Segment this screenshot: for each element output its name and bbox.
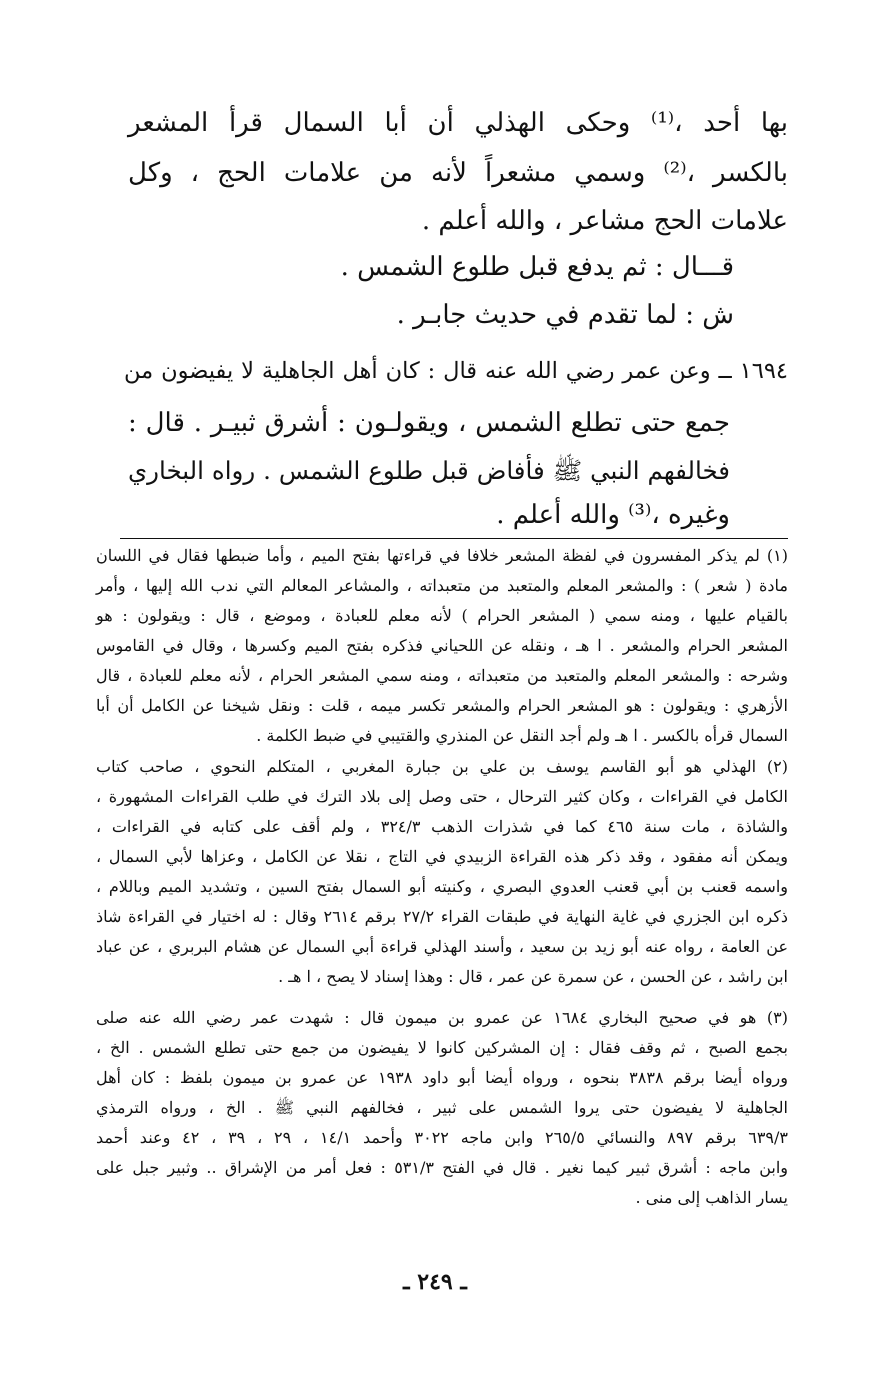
main-line: بالكسر ،⁽²⁾ وسمي مشعراً لأنه من علامات الحج ، وكل — [128, 158, 788, 188]
footnote-line: ابن راشد ، عن الحسن ، عن سمرة عن عمر ، قال : وهذا إسناد لا يصح ، ا هـ . — [278, 967, 788, 986]
footnote-line: بالقيام عليها ، ومنه سمي ( المشعر الحرام ) لأنه معلم للعبادة ، وموضع ، قال : ويقولون : هو — [96, 606, 788, 625]
footnote-line: وابن ماجه : أشرق ثبير كيما نغير . قال في الفتح ٥٣١/٣ : فعل أمر من الإشراق .. وثبير جبل على — [96, 1158, 788, 1177]
footnote-line: عن العامة ، رواه عنه أبو زيد بن سعيد ، وأسند الهذلي قراءة أبي السمال عن هشام البربري ، عن عباد — [96, 937, 788, 956]
footnote-line: ويمكن أنه مفقود ، وقد ذكر هذه القراءة الزبيدي في التاج ، نقلا عن الكامل ، وعزاها لأبي السمال ، — [96, 847, 788, 866]
main-line: ش : لما تقدم في حديث جابـر . — [396, 300, 734, 330]
footnote-line: الكامل في القراءات ، وكان كثير الترحال ، حتى وصل إلى بلاد الترك في طلب القراءات المشهورة ، — [96, 787, 788, 806]
main-line: قـــال : ثم يدفع قبل طلوع الشمس . — [340, 252, 734, 282]
footnote-line: واسمه قعنب بن أبي قعنب العدوي البصري ، وكنيته أبو السمال بفتح السين ، وتشديد الميم وباللام ، — [96, 877, 788, 896]
main-line: وغيره ،⁽³⁾ والله أعلم . — [496, 500, 730, 530]
footnote-line: السمال قرأه بالكسر . ا هـ ولم أجد النقل عن المنذري والقتيبي في ضبط الكلمة . — [256, 726, 788, 745]
main-line: جمع حتى تطلع الشمس ، ويقولـون : أشرق ثبيـر . قال : — [128, 408, 730, 438]
footnote-line: ٦٣٩/٣ برقم ٨٩٧ والنسائي ٢٦٥/٥ وابن ماجه ٣٠٢٢ وأحمد ١٤/١ ، ٢٩ ، ٣٩ ، ٤٢ وعند أحمد — [96, 1128, 788, 1147]
footnote-line: الجاهلية لا يفيضون حتى يروا الشمس على ثبير ، فخالفهم النبي ﷺ . الخ ، ورواه الترمذي — [96, 1098, 788, 1117]
footnote-line: (٣) هو في صحيح البخاري ١٦٨٤ عن عمرو بن ميمون قال : شهدت عمر رضي الله عنه صلى — [96, 1008, 789, 1027]
footnote-line: الأزهري : ويقولون : هو المشعر الحرام والمشعر تكسر ميمه ، قلت : ونقل شيخنا عن الكامل أن أبا — [96, 696, 788, 715]
footnote-line: ذكره ابن الجزري في غاية النهاية في طبقات القراء ٢٧/٢ برقم ٢٦١٤ وقال : له اختيار في القراءة شاذ — [96, 907, 788, 926]
footnote-line: (٢) الهذلي هو أبو القاسم يوسف بن علي بن جبارة المغربي ، المتكلم النحوي ، صاحب كتاب — [96, 757, 788, 776]
main-line: علامات الحج مشاعر ، والله أعلم . — [421, 206, 788, 236]
footnote-line: مادة ( شعر ) : والمشعر المعلم والمتعبد من متعبداته ، والمشاعر المعالم التي ندب الله إليها ، وأمر — [96, 576, 789, 595]
footnote-line: (١) لم يذكر المفسرون في لفظة المشعر خلافا في قراءتها بفتح الميم ، وأما ضبطها فقال في اللسان — [96, 546, 788, 565]
footnote-line: يسار الذاهب إلى منى . — [635, 1188, 788, 1207]
page-number: ـ ٢٤٩ ـ — [403, 1269, 467, 1295]
footnote-line: المشعر الحرام والمشعر . ا هـ ، ونقله عن اللحياني فذكره بفتح الميم وكسرها ، وقال في القاموس — [96, 636, 788, 655]
main-line: فخالفهم النبي ﷺ فأفاض قبل طلوع الشمس . رواه البخاري — [128, 456, 730, 485]
footnote-line: والشاذة ، مات سنة ٤٦٥ كما في شذرات الذهب ٣٢٤/٣ ، ولم أقف على كتابه في القراءات ، — [96, 817, 789, 836]
footnote-line: بجمع الصبح ، ثم وقف فقال : إن المشركين كانوا لا يفيضون من جمع حتى تطلع الشمس . الخ ، — [96, 1038, 788, 1057]
footnote-line: ورواه أيضا برقم ٣٨٣٨ بنحوه ، ورواه أيضا أبو داود ١٩٣٨ عن عمرو بن ميمون بلفظ : كان أهل — [96, 1068, 788, 1087]
main-line: بها أحد ،⁽¹⁾ وحكى الهذلي أن أبا السمال قرأ المشعر — [128, 108, 788, 138]
footnote-line: وشرحه : والمشعر المعلم والمتعبد من متعبداته ، ومنه سمي المشعر الحرام ، لأنه معلم للعبادة ، قال — [96, 666, 788, 685]
footnote-separator — [120, 538, 788, 539]
hadith-line: ١٦٩٤ ــ وعن عمر رضي الله عنه قال : كان أهل الجاهلية لا يفيضون من — [124, 358, 788, 384]
